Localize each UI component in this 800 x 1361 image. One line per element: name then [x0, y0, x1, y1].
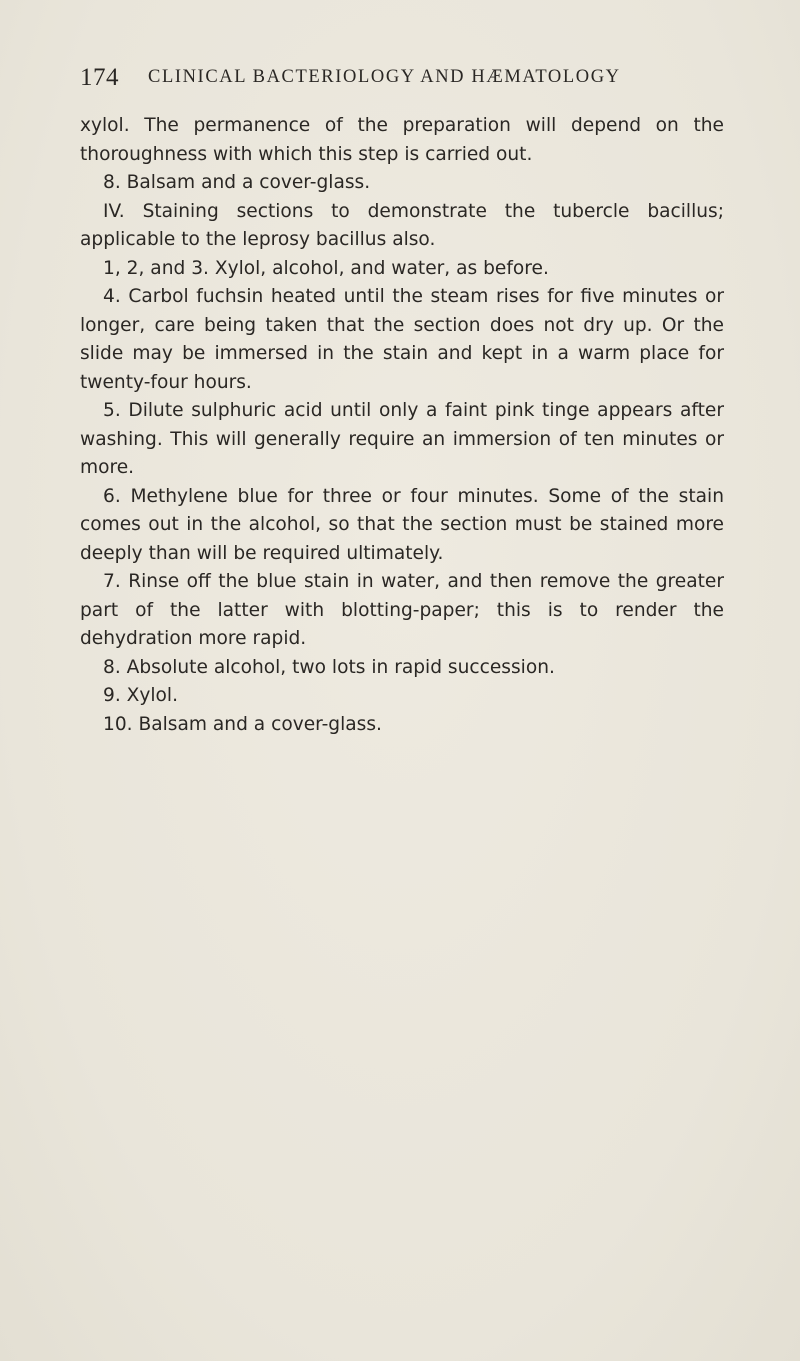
paragraph-step-10: 10. Balsam and a cover-glass. — [103, 713, 382, 735]
paragraph-continuation: xylol. The permanence of the preparation will depend on the thoroughness with which this step is carried out. — [80, 115, 724, 165]
running-title: CLINICAL BACTERIOLOGY AND HÆMATOLOGY — [148, 67, 621, 87]
running-head — [80, 64, 720, 94]
paragraph-step-5: 5. Dilute sulphuric acid until only a faint pink tinge appears after washing. This will generally require an immersion of ten minutes or more. — [80, 400, 724, 478]
paragraph-step-7: 7. Rinse off the blue stain in water, and then remove the greater part of the latter with blotting-paper; this is to render the dehydration more rapid. — [80, 571, 724, 649]
paragraph-step-9: 9. Xylol. — [103, 685, 179, 706]
paragraph-section-iv-heading: IV. Staining sections to demonstrate the tubercle bacillus; applicable to the leprosy bacillus also. — [80, 200, 724, 250]
paragraph-step-8-alcohol: 8. Absolute alcohol, two lots in rapid succession. — [103, 656, 555, 678]
paragraph-step-6: 6. Methylene blue for three or four minutes. Some of the stain comes out in the alcohol, so that the section must be stained more deeply than will be required ultimately. — [80, 485, 724, 564]
body-text — [80, 112, 724, 739]
paragraph-step-8-balsam: 8. Balsam and a cover-glass. — [103, 172, 371, 193]
paragraph-step-4: 4. Carbol fuchsin heated until the steam rises for five minutes or longer, care being taken that the section does not dry up. Or the slide may be immersed in the stain and kept in a warm place for twenty-four hours. — [80, 286, 724, 393]
paragraph-steps-1-3: 1, 2, and 3. Xylol, alcohol, and water, as before. — [103, 257, 549, 279]
page-number: 174 — [80, 64, 119, 91]
